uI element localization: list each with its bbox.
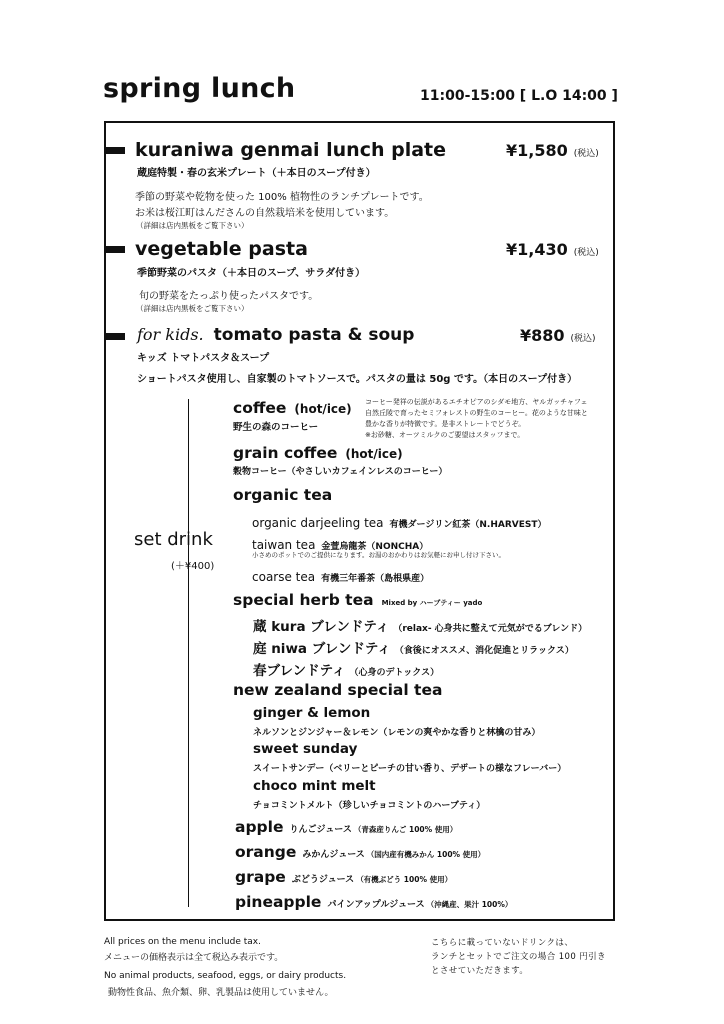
herb-tea-heading: special herb tea Mixed by ハーブティー yado <box>233 591 483 609</box>
footer-drink-discount: ランチとセットでご注文の場合 100 円引き <box>431 952 606 962</box>
coffee-note: ※お砂糖、オーツミルクのご要望はスタッフまで。 <box>365 431 525 439</box>
dish-marker-bar <box>105 246 125 253</box>
footer-vegan-note-jp: 動物性食品、魚介類、卵、乳製品は使用していません。 <box>108 988 334 998</box>
dish-price: ¥880 (税込) <box>520 326 596 345</box>
nz-tea-heading: new zealand special tea <box>233 681 443 699</box>
coffee-note: 豊かな香りが特徴です。是非ストレートでどうぞ。 <box>365 420 526 428</box>
herb-tea-item: 蔵 kura ブレンドティ （relax- 心身共に整えて元気がでるブレンド） <box>253 619 588 635</box>
opening-hours: 11:00-15:00 [ L.O 14:00 ] <box>420 88 618 104</box>
tea-item: organic darjeeling tea 有機ダージリン紅茶（N.HARVEST） <box>252 516 547 530</box>
set-drink-price: (＋¥400) <box>171 561 215 572</box>
page-title: spring lunch <box>103 73 296 104</box>
kids-label: for kids. <box>137 325 204 344</box>
footer-drink-discount: とさせていただきます。 <box>431 966 529 976</box>
set-drink-divider <box>188 399 189 907</box>
juice-item: orange みかんジュース （国内産有機みかん 100% 使用） <box>235 843 486 861</box>
tea-item: taiwan tea 金萱烏龍茶（NONCHA） <box>252 538 429 552</box>
dish-note: （詳細は店内黒板をご覧下さい） <box>136 221 249 230</box>
nz-tea-desc: ネルソンとジンジャー＆レモン（レモンの爽やかな香りと林檎の甘み） <box>253 728 541 738</box>
dish-price: ¥1,430 (税込) <box>506 240 599 259</box>
dish-jp-name: キッズ トマトパスタ＆スープ <box>137 353 270 364</box>
dish-price: ¥1,580 (税込) <box>506 141 599 160</box>
dish-marker-bar <box>105 333 125 340</box>
coffee-name: coffee (hot/ice) <box>233 399 352 417</box>
dish-description: 季節の野菜や乾物を使った 100% 植物性のランチプレートです。 <box>135 192 429 203</box>
tea-note: 小さめのポットでのご提供になります。お湯のおかわりはお気軽にお申し付け下さい。 <box>252 551 505 559</box>
juice-item: apple りんごジュース （青森産りんご 100% 使用） <box>235 818 458 836</box>
dish-marker-bar <box>105 147 125 154</box>
herb-tea-item: 庭 niwa ブレンドティ （食後にオススメ、消化促進とリラックス） <box>253 641 574 657</box>
tea-item: coarse tea 有機三年番茶（島根県産） <box>252 570 430 584</box>
dish-description: お米は桜江町はんださんの自然栽培米を使用しています。 <box>135 208 395 219</box>
footer-tax-note: All prices on the menu include tax. <box>104 937 261 947</box>
dish-description: ショートパスタ使用し、自家製のトマトソースで。パスタの量は 50g です。（本日のスープ付き） <box>137 374 578 385</box>
coffee-jp: 野生の森のコーヒー <box>233 422 319 433</box>
nz-tea-desc: チョコミントメルト（珍しいチョコミントのハーブティ） <box>253 801 486 811</box>
nz-tea-name: sweet sunday <box>253 741 358 757</box>
dish-jp-name: 蔵庭特製・春の玄米プレート（＋本日のスープ付き） <box>137 168 376 179</box>
coffee-note: 自然丘陵で育ったセミフォレストの野生のコーヒー。花のような甘味と <box>365 409 588 417</box>
footer-vegan-note: No animal products, seafood, eggs, or dairy products. <box>104 971 347 981</box>
set-drink-label: set drink <box>134 529 213 550</box>
dish-jp-name: 季節野菜のパスタ（＋本日のスープ、サラダ付き） <box>137 268 366 279</box>
dish-name: kuraniwa genmai lunch plate <box>135 139 447 161</box>
nz-tea-desc: スイートサンデー（ベリーとピーチの甘い香り、デザートの様なフレーバー） <box>253 764 567 774</box>
dish-name: tomato pasta & soup <box>213 325 415 345</box>
grain-coffee-name: grain coffee (hot/ice) <box>233 444 403 462</box>
nz-tea-name: choco mint melt <box>253 778 376 794</box>
dish-name: vegetable pasta <box>135 238 308 260</box>
juice-item: grape ぶどうジュース （有機ぶどう 100% 使用） <box>235 868 453 886</box>
organic-tea-heading: organic tea <box>233 486 333 504</box>
dish-note: （詳細は店内黒板をご覧下さい） <box>136 304 249 313</box>
dish-description: 旬の野菜をたっぷり使ったパスタです。 <box>139 291 319 302</box>
dish-name-row <box>137 325 414 345</box>
nz-tea-name: ginger & lemon <box>253 705 371 721</box>
footer-tax-note-jp: メニューの価格表示は全て税込み表示です。 <box>104 953 284 963</box>
footer-drink-discount: こちらに載っていないドリンクは、 <box>431 938 574 948</box>
juice-item: pineapple パインアップルジュース （沖縄産、果汁 100%） <box>235 893 513 911</box>
grain-coffee-jp: 穀物コーヒー（やさしいカフェインレスのコーヒー） <box>233 467 448 477</box>
herb-tea-item: 春ブレンドティ （心身のデトックス） <box>253 663 440 679</box>
coffee-note: コーヒー発祥の伝説があるエチオピアのシダモ地方、ヤルガッチャフェ <box>365 398 588 406</box>
